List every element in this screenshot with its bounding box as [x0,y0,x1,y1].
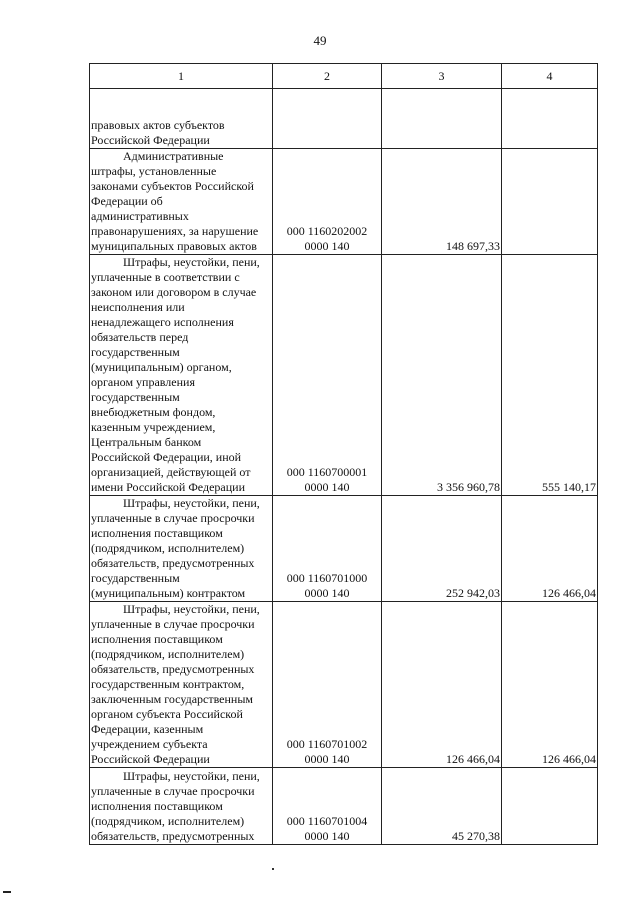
item-name-line [91,164,271,179]
item-name-line [91,375,271,390]
item-name-line [91,829,271,844]
item-name-line [91,315,271,330]
item-name-text: Федерации об [91,194,163,208]
item-name-text: уплаченные в случае просрочки [91,784,255,798]
item-name-text: Российской Федерации, иной [91,450,242,464]
amount-col3-cell: 3 356 960,78 [382,255,502,496]
item-name-text: исполнения поставщиком [91,526,223,540]
item-name-text: Российской Федерации [91,133,210,147]
item-name-text: Штрафы, неустойки, пени, [123,255,260,269]
amount-col3-cell [382,89,502,149]
item-name-text: государственным [91,345,180,359]
item-name-text: государственным [91,390,180,404]
item-name-line [91,752,271,767]
budget-code-line: 0000 140 [304,586,350,600]
item-name-line [91,465,271,480]
item-name-line [91,707,271,722]
item-name-text: законом или договором в случае [91,285,257,299]
item-name-line [91,360,271,375]
budget-code-line: 000 1160700001 [286,465,368,479]
item-name-text: Штрафы, неустойки, пени, [123,769,260,783]
amount-col4-cell [502,89,598,149]
budget-code-line: 0000 140 [304,752,350,766]
item-name-text: (подрядчиком, исполнителем) [91,647,245,661]
item-name-line [91,737,271,752]
item-name-line [91,677,271,692]
amount-col3-cell: 148 697,33 [382,149,502,255]
table-row [90,255,598,496]
item-name-text: штрафы, установленные [91,164,217,178]
item-name-line [91,285,271,300]
item-name-text: административных [91,209,189,223]
header-cell: 2 [273,64,382,89]
item-name-line [91,586,271,601]
item-name-text: обязательств, предусмотренных [91,829,255,843]
item-name-text: государственным [91,571,180,585]
item-name-line [91,571,271,586]
item-name-line [91,118,271,133]
item-name-line [91,390,271,405]
scan-mark [3,891,11,893]
item-name-line [91,255,271,270]
item-name-text: (подрядчиком, исполнителем) [91,814,245,828]
item-name-line [91,239,271,254]
table-row [90,149,598,255]
item-name-line [91,814,271,829]
item-name-line [91,496,271,511]
budget-code-cell [273,149,382,255]
budget-code-cell [273,602,382,768]
item-name-text: (подрядчиком, исполнителем) [91,541,245,555]
budget-code-cell [273,496,382,602]
amount-col4-cell: 555 140,17 [502,255,598,496]
budget-code-line: 0000 140 [304,480,350,494]
item-name-line [91,224,271,239]
item-name-text: имени Российской Федерации [91,480,245,494]
item-name-text: учреждением субъекта [91,737,208,751]
item-name-line [91,345,271,360]
item-name-text: (муниципальным) контрактом [91,586,246,600]
item-name-cell [90,768,273,845]
table-body [90,89,598,845]
item-name-line [91,784,271,799]
item-name-text: государственным контрактом, [91,677,245,691]
budget-code-line: 000 1160701002 [286,737,368,751]
item-name-line [91,194,271,209]
header-cell: 4 [502,64,598,89]
budget-code-line: 000 1160202002 [286,224,368,238]
item-name-line [91,769,271,784]
item-name-text: муниципальных правовых актов [91,239,257,253]
item-name-line [91,511,271,526]
budget-code-line: 0000 140 [304,239,350,253]
item-name-text: исполнения поставщиком [91,799,223,813]
item-name-text: Административные [123,149,224,163]
budget-code-line: 000 1160701000 [286,571,368,585]
item-name-line [91,435,271,450]
header-cell: 3 [382,64,502,89]
item-name-line [91,405,271,420]
amount-col3-cell: 126 466,04 [382,602,502,768]
item-name-line [91,647,271,662]
item-name-text: уплаченные в случае просрочки [91,617,255,631]
item-name-line [91,300,271,315]
item-name-text: правонарушениях, за нарушение [91,224,259,238]
item-name-cell [90,496,273,602]
scan-speck [272,868,274,870]
item-name-text: казенным учреждением, [91,420,216,434]
budget-code-cell [273,255,382,496]
item-name-text: обязательств перед [91,330,189,344]
item-name-text: Федерации, казенным [91,722,204,736]
item-name-text: внебюджетным фондом, [91,405,216,419]
item-name-line [91,480,271,495]
item-name-line [91,420,271,435]
table-row [90,89,598,149]
page-number: 49 [313,33,327,48]
amount-col4-cell: 126 466,04 [502,602,598,768]
item-name-cell [90,89,273,149]
item-name-text: органом управления [91,375,195,389]
header-cell: 1 [90,64,273,89]
item-name-text: уплаченные в соответствии с [91,270,240,284]
item-name-line [91,662,271,677]
item-name-cell [90,149,273,255]
header-row [90,64,598,89]
item-name-text: организацией, действующей от [91,465,251,479]
amount-col4-cell [502,149,598,255]
item-name-text: Штрафы, неустойки, пени, [123,496,260,510]
item-name-text: неисполнения или [91,300,185,314]
table-row [90,496,598,602]
table-row [90,768,598,845]
item-name-text: исполнения поставщиком [91,632,223,646]
item-name-text: правовых актов субъектов [91,118,225,132]
item-name-line [91,209,271,224]
item-name-cell [90,255,273,496]
budget-code-line: 000 1160701004 [286,814,368,828]
item-name-text: Российской Федерации [91,752,210,766]
item-name-text: обязательств, предусмотренных [91,662,255,676]
item-name-text: ненадлежащего исполнения [91,315,234,329]
item-name-line [91,133,271,148]
item-name-line [91,450,271,465]
budget-code-cell [273,768,382,845]
item-name-text: уплаченные в случае просрочки [91,511,255,525]
budget-table [89,63,598,845]
item-name-line [91,270,271,285]
item-name-text: заключенным государственным [91,692,254,706]
item-name-line [91,149,271,164]
item-name-line [91,692,271,707]
item-name-line [91,632,271,647]
item-name-line [91,556,271,571]
item-name-line [91,330,271,345]
amount-col4-cell: 126 466,04 [502,496,598,602]
item-name-text: законами субъектов Российской [91,179,254,193]
budget-code-line: 0000 140 [304,829,350,843]
budget-code-cell [273,89,382,149]
item-name-line [91,179,271,194]
item-name-line [91,799,271,814]
item-name-line [91,602,271,617]
item-name-cell [90,602,273,768]
amount-col3-cell: 45 270,38 [382,768,502,845]
amount-col3-cell: 252 942,03 [382,496,502,602]
item-name-line [91,541,271,556]
item-name-line [91,617,271,632]
item-name-text: Штрафы, неустойки, пени, [123,602,260,616]
table-row [90,602,598,768]
item-name-text: (муниципальным) органом, [91,360,232,374]
amount-col4-cell [502,768,598,845]
item-name-line [91,722,271,737]
item-name-text: органом субъекта Российской [91,707,243,721]
item-name-line [91,526,271,541]
item-name-text: Центральным банком [91,435,202,449]
item-name-text: обязательств, предусмотренных [91,556,255,570]
